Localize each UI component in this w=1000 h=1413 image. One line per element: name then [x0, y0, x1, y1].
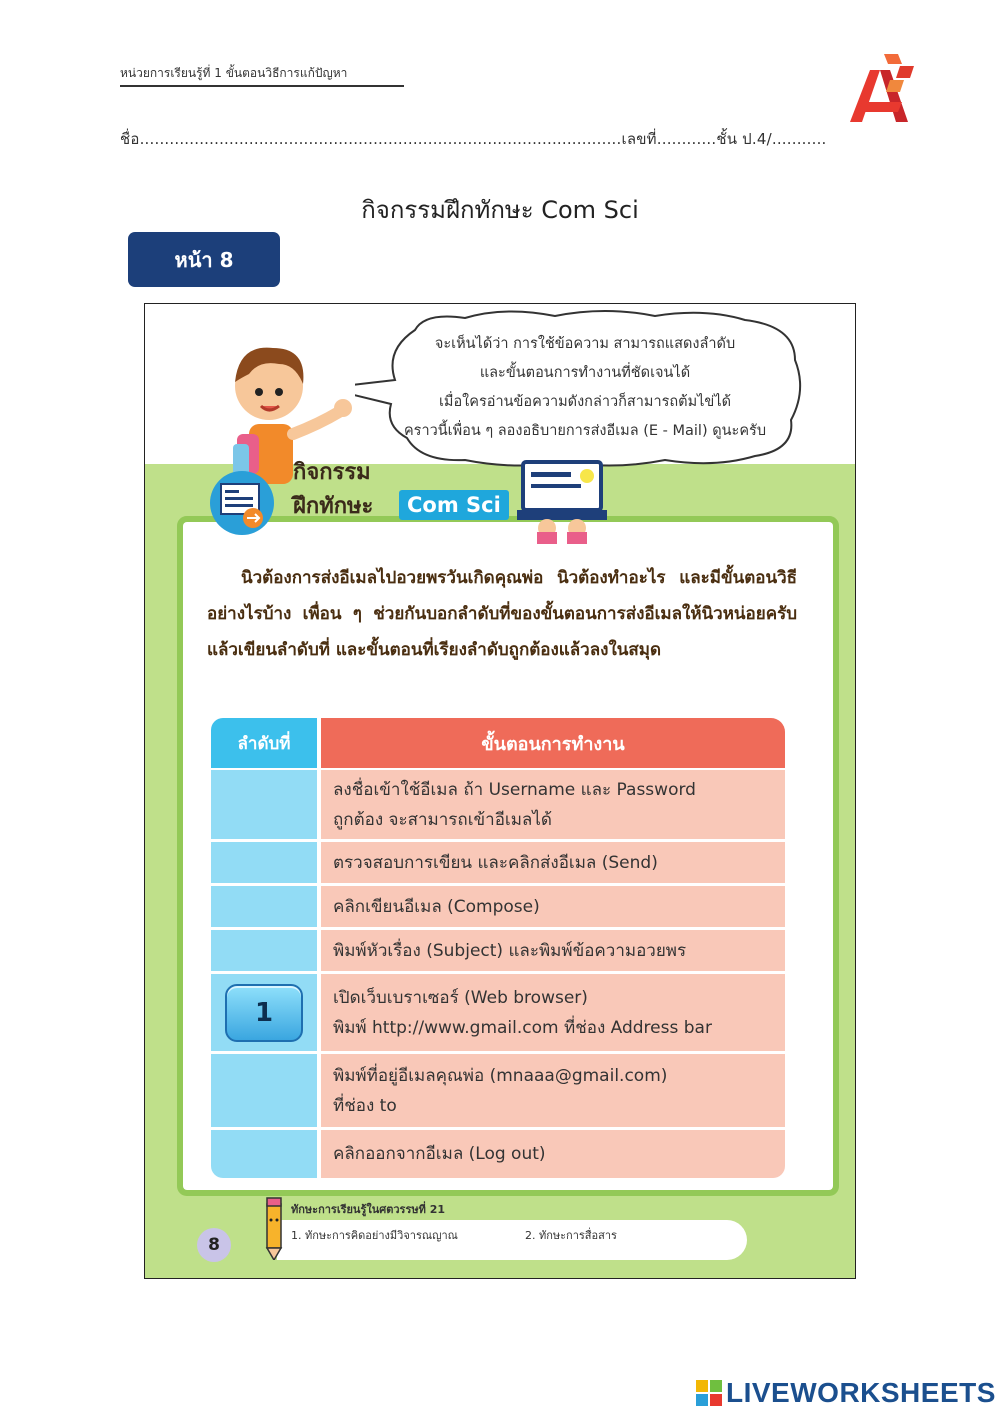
- activity-word-1: กิจกรรม: [293, 460, 371, 485]
- skill-item: 2. ทักษะการสื่อสาร: [525, 1229, 617, 1242]
- step-text: คลิกเขียนอีเมล (Compose): [333, 896, 540, 917]
- laptop-icon: [517, 454, 613, 544]
- order-cell[interactable]: [211, 930, 317, 971]
- speech-bubble-text: [365, 330, 805, 446]
- comsci-tag: Com Sci: [399, 490, 509, 520]
- step-cell: [321, 886, 785, 927]
- instructions-text: นิวต้องการส่งอีเมลไปอวยพรวันเกิดคุณพ่อ นิวต้องทำอะไร และมีขั้นตอนวิธีอย่างไรบ้าง เพื่อน ๆ ช่วยกันบอกลำดับที่ของขั้นตอนการส่งอีเมลให้นิวหน่อยครับ แล้วเขียนลำดับที่ และขั้นตอนที่เรียงลำดับถูกต้องแล้วลงในสมุด: [207, 568, 797, 660]
- unit-title: หน่วยการเรียนรู้ที่ 1 ขั้นตอนวิธีการแก้ปัญหา: [120, 66, 348, 80]
- step-cell: [321, 770, 785, 839]
- bubble-line: และขั้นตอนการทำงานที่ชัดเจนได้: [479, 365, 691, 381]
- table-row: [211, 842, 785, 886]
- step-cell: [321, 1130, 785, 1178]
- order-cell[interactable]: [211, 886, 317, 927]
- skills-heading: ทักษะการเรียนรู้ในศตวรรษที่ 21: [291, 1203, 446, 1216]
- step-cell: [321, 974, 785, 1051]
- table-row: [211, 886, 785, 930]
- step-text: ตรวจสอบการเขียน และคลิกส่งอีเมล (Send): [333, 852, 658, 873]
- pencil-icon: [261, 1196, 287, 1260]
- computer-activity-icon: [209, 470, 275, 536]
- page-badge: หน้า 8: [128, 232, 280, 287]
- book-page-number: 8: [197, 1228, 231, 1262]
- step-text: ถูกต้อง จะสามารถเข้าอีเมลได้: [333, 809, 552, 830]
- table-row: [211, 1054, 785, 1130]
- table-row: [211, 770, 785, 842]
- step-text: ลงชื่อเข้าใช้อีเมล ถ้า Username และ Password: [333, 779, 696, 800]
- order-number-badge: 1: [225, 984, 303, 1042]
- step-text: พิมพ์หัวเรื่อง (Subject) และพิมพ์ข้อความอวยพร: [333, 940, 687, 961]
- header-order: ลำดับที่: [211, 718, 317, 768]
- table-row: [211, 974, 785, 1054]
- liveworksheets-icon: [696, 1380, 722, 1406]
- bubble-line: คราวนี้เพื่อน ๆ ลองอธิบายการส่งอีเมล (E - Mail) ดูนะครับ: [403, 423, 767, 439]
- table-row: [211, 930, 785, 974]
- liveworksheets-wordmark: LIVEWORKSHEETS: [726, 1377, 996, 1408]
- bubble-line: เมื่อใครอ่านข้อความดังกล่าวก็สามารถต้มไข่ได้: [438, 394, 732, 410]
- liveworksheets-logo: [696, 1378, 996, 1408]
- step-cell: [321, 842, 785, 883]
- skill-item: 1. ทักษะการคิดอย่างมีวิจารณญาณ: [291, 1229, 458, 1242]
- bubble-line: จะเห็นได้ว่า การใช้ข้อความ สามารถแสดงลำดับ: [434, 336, 736, 352]
- order-cell[interactable]: [211, 1130, 317, 1178]
- publisher-logo-icon: [840, 50, 920, 126]
- unit-title-underline: [120, 85, 404, 87]
- table-row: [211, 1130, 785, 1178]
- student-info-line: ชื่อ.................................................................................................เลขที่............ชั้น ป.4/...........: [120, 130, 827, 148]
- order-cell[interactable]: [211, 770, 317, 839]
- activity-title: กิจกรรมฝึกทักษะ Com Sci: [361, 196, 639, 224]
- step-text: พิมพ์ http://www.gmail.com ที่ช่อง Address bar: [333, 1017, 712, 1038]
- book-page-frame: [144, 303, 856, 1279]
- order-cell[interactable]: [211, 1054, 317, 1127]
- step-cell: [321, 1054, 785, 1127]
- step-text: คลิกออกจากอีเมล (Log out): [333, 1144, 546, 1164]
- step-text: เปิดเว็บเบราเซอร์ (Web browser): [333, 987, 588, 1008]
- step-cell: [321, 930, 785, 971]
- order-cell: [211, 974, 317, 1051]
- order-cell[interactable]: [211, 842, 317, 883]
- header-steps: ขั้นตอนการทำงาน: [321, 718, 785, 768]
- step-text: ที่ช่อง to: [333, 1095, 397, 1116]
- step-text: พิมพ์ที่อยู่อีเมลคุณพ่อ (mnaaa@gmail.com): [333, 1065, 668, 1086]
- steps-table: [211, 718, 785, 1178]
- activity-word-2: ฝึกทักษะ: [293, 494, 374, 519]
